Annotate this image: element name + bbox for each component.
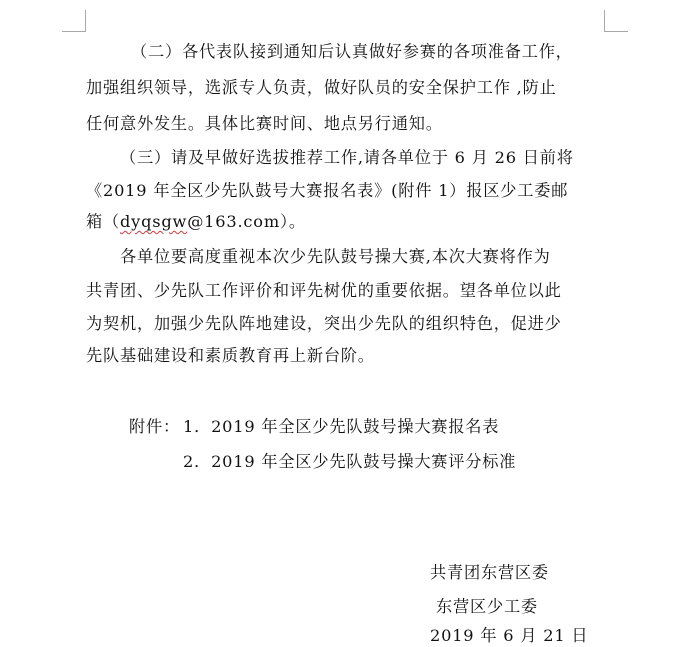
attachment-item-1: 1．2019 年全区少先队鼓号操大赛报名表: [183, 417, 500, 436]
email-prefix: 箱（: [86, 212, 120, 231]
paragraph-2-line-2: 加强组织领导，选派专人负责，做好队员的安全保护工作 ,防止: [86, 78, 557, 97]
paragraph-4-line-4: 先队基础建设和素质教育再上新台阶。: [86, 346, 375, 365]
signature-org-1: 共青团东营区委: [430, 563, 549, 582]
attachment-item-2: 2．2019 年全区少先队鼓号操大赛评分标准: [183, 452, 517, 471]
signature-org-2: 东营区少工委: [436, 597, 538, 616]
paragraph-2-line-3: 任何意外发生。具体比赛时间、地点另行通知。: [86, 114, 443, 133]
signature-date: 2019 年 6 月 21 日: [430, 626, 589, 645]
crop-mark-top-left: [85, 10, 86, 32]
crop-mark-top-left: [62, 31, 86, 32]
email-username: dyqsgw: [119, 212, 188, 231]
email-suffix: @163.com）。: [187, 212, 306, 231]
paragraph-4-line-1: 各单位要高度重视本次少先队鼓号操大赛,本次大赛将作为: [120, 247, 551, 266]
paragraph-2-line-1: （二）各代表队接到通知后认真做好参赛的各项准备工作，: [131, 42, 573, 61]
attachments-label: 附件：: [129, 417, 180, 436]
crop-mark-top-right: [604, 10, 605, 32]
paragraph-3-line-1: （三）请及早做好选拔推荐工作,请各单位于 6 月 26 日前将: [120, 148, 574, 167]
paragraph-4-line-2: 共青团、少先队工作评价和评先树优的重要依据。望各单位以此: [86, 281, 562, 300]
paragraph-4-line-3: 为契机，加强少先队阵地建设，突出少先队的组织特色，促进少: [86, 314, 562, 333]
paragraph-3-line-2: 《2019 年全区少先队鼓号大赛报名表》(附件 1）报区少工委邮: [86, 181, 569, 200]
crop-mark-top-right: [604, 31, 628, 32]
paragraph-3-line-3: [86, 212, 306, 232]
